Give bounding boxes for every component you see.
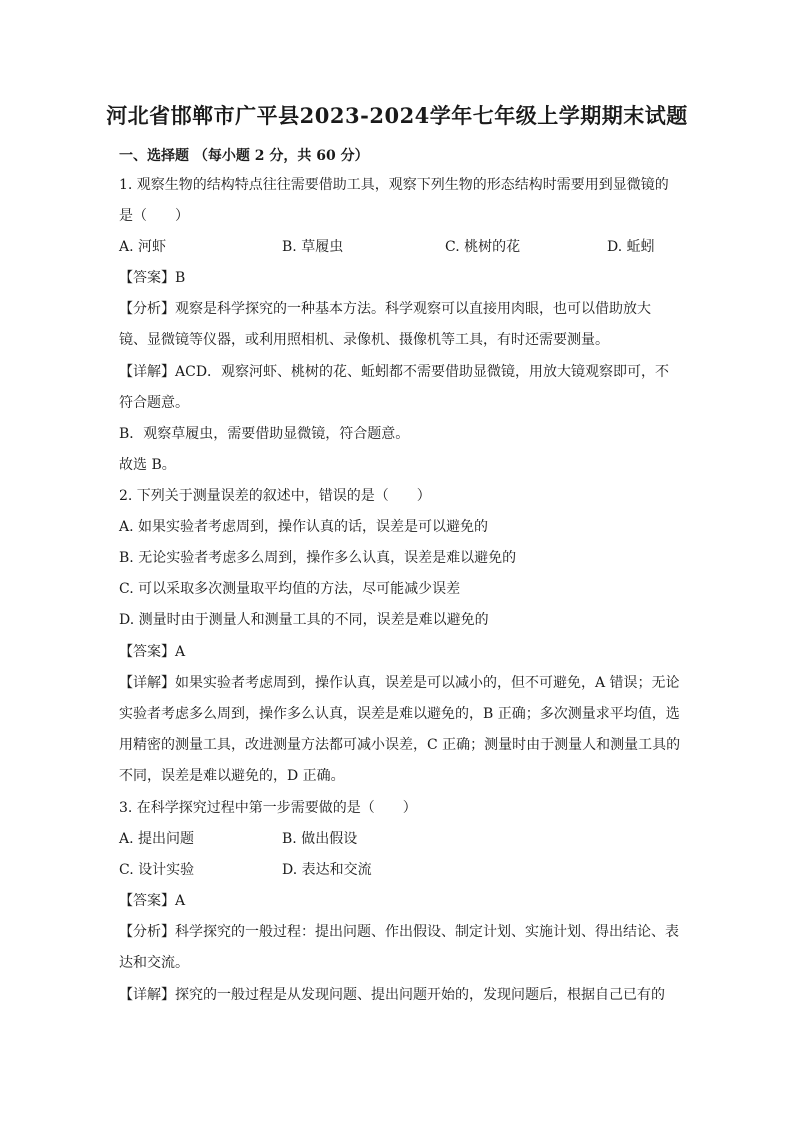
q3-answer: 【答案】A	[119, 893, 186, 909]
q2-option-b: B. 无论实验者考虑多么周到，操作多么认真，误差是难以避免的	[119, 550, 517, 566]
q2-option-d: D. 测量时由于测量人和测量工具的不同，误差是难以避免的	[119, 612, 489, 628]
q1-option-a: A. 河虾	[119, 239, 167, 255]
q1-option-c: C. 桃树的花	[445, 239, 521, 255]
exam-title: 河北省邯郸市广平县2023-2024学年七年级上学期期末试题	[106, 103, 688, 128]
q1-detail-line: 符合题意。	[119, 395, 189, 411]
q3-option-b: B. 做出假设	[282, 831, 358, 847]
q1-analysis-line: 镜、显微镜等仪器，或利用照相机、录像机、摄像机等工具，有时还需要测量。	[119, 332, 609, 348]
q1-detail-line: B．观察草履虫，需要借助显微镜，符合题意。	[119, 426, 410, 442]
q2-option-c: C. 可以采取多次测量取平均值的方法，尽可能减少误差	[119, 581, 461, 597]
q3-stem: 3. 在科学探究过程中第一步需要做的是（ ）	[119, 800, 417, 816]
q3-option-a: A. 提出问题	[119, 831, 195, 847]
q2-answer: 【答案】A	[119, 644, 186, 660]
q1-stem-line: 是（ ）	[119, 208, 189, 224]
q1-detail-line: 【详解】ACD．观察河虾、桃树的花、蚯蚓都不需要借助显微镜，用放大镜观察即可，不	[119, 364, 670, 380]
q2-detail-line: 【详解】如果实验者考虑周到，操作认真，误差是可以减小的，但不可避免，A 错误；无论	[119, 675, 680, 691]
q1-analysis-line: 【分析】观察是科学探究的一种基本方法。科学观察可以直接用肉眼，也可以借助放大	[119, 301, 651, 317]
section-heading: 一、选择题 （每小题 2 分，共 60 分）	[119, 148, 369, 164]
q3-option-d: D. 表达和交流	[282, 862, 372, 878]
q3-analysis-line: 达和交流。	[119, 955, 189, 971]
q2-detail-line: 不同，误差是难以避免的，D 正确。	[119, 768, 345, 784]
q3-analysis-line: 【分析】科学探究的一般过程：提出问题、作出假设、制定计划、实施计划、得出结论、表	[119, 924, 679, 940]
q3-detail-line: 【详解】探究的一般过程是从发现问题、提出问题开始的，发现问题后，根据自己已有的	[119, 987, 665, 1003]
q3-option-c: C. 设计实验	[119, 862, 195, 878]
q1-option-d: D. 蚯蚓	[607, 239, 655, 255]
q1-stem-line: 1. 观察生物的结构特点往往需要借助工具，观察下列生物的形态结构时需要用到显微镜的	[119, 177, 669, 193]
q2-detail-line: 用精密的测量工具，改进测量方法都可减小误差，C 正确；测量时由于测量人和测量工具的	[119, 737, 681, 753]
q2-detail-line: 实验者考虑多么周到，操作多么认真，误差是难以避免的，B 正确；多次测量求平均值，选	[119, 706, 680, 722]
q2-option-a: A. 如果实验者考虑周到，操作认真的话，误差是可以避免的	[119, 519, 489, 535]
q1-conclusion: 故选 B。	[119, 457, 176, 473]
q1-answer: 【答案】B	[119, 270, 186, 286]
q2-stem: 2. 下列关于测量误差的叙述中，错误的是（ ）	[119, 488, 431, 504]
q1-option-b: B. 草履虫	[282, 239, 344, 255]
